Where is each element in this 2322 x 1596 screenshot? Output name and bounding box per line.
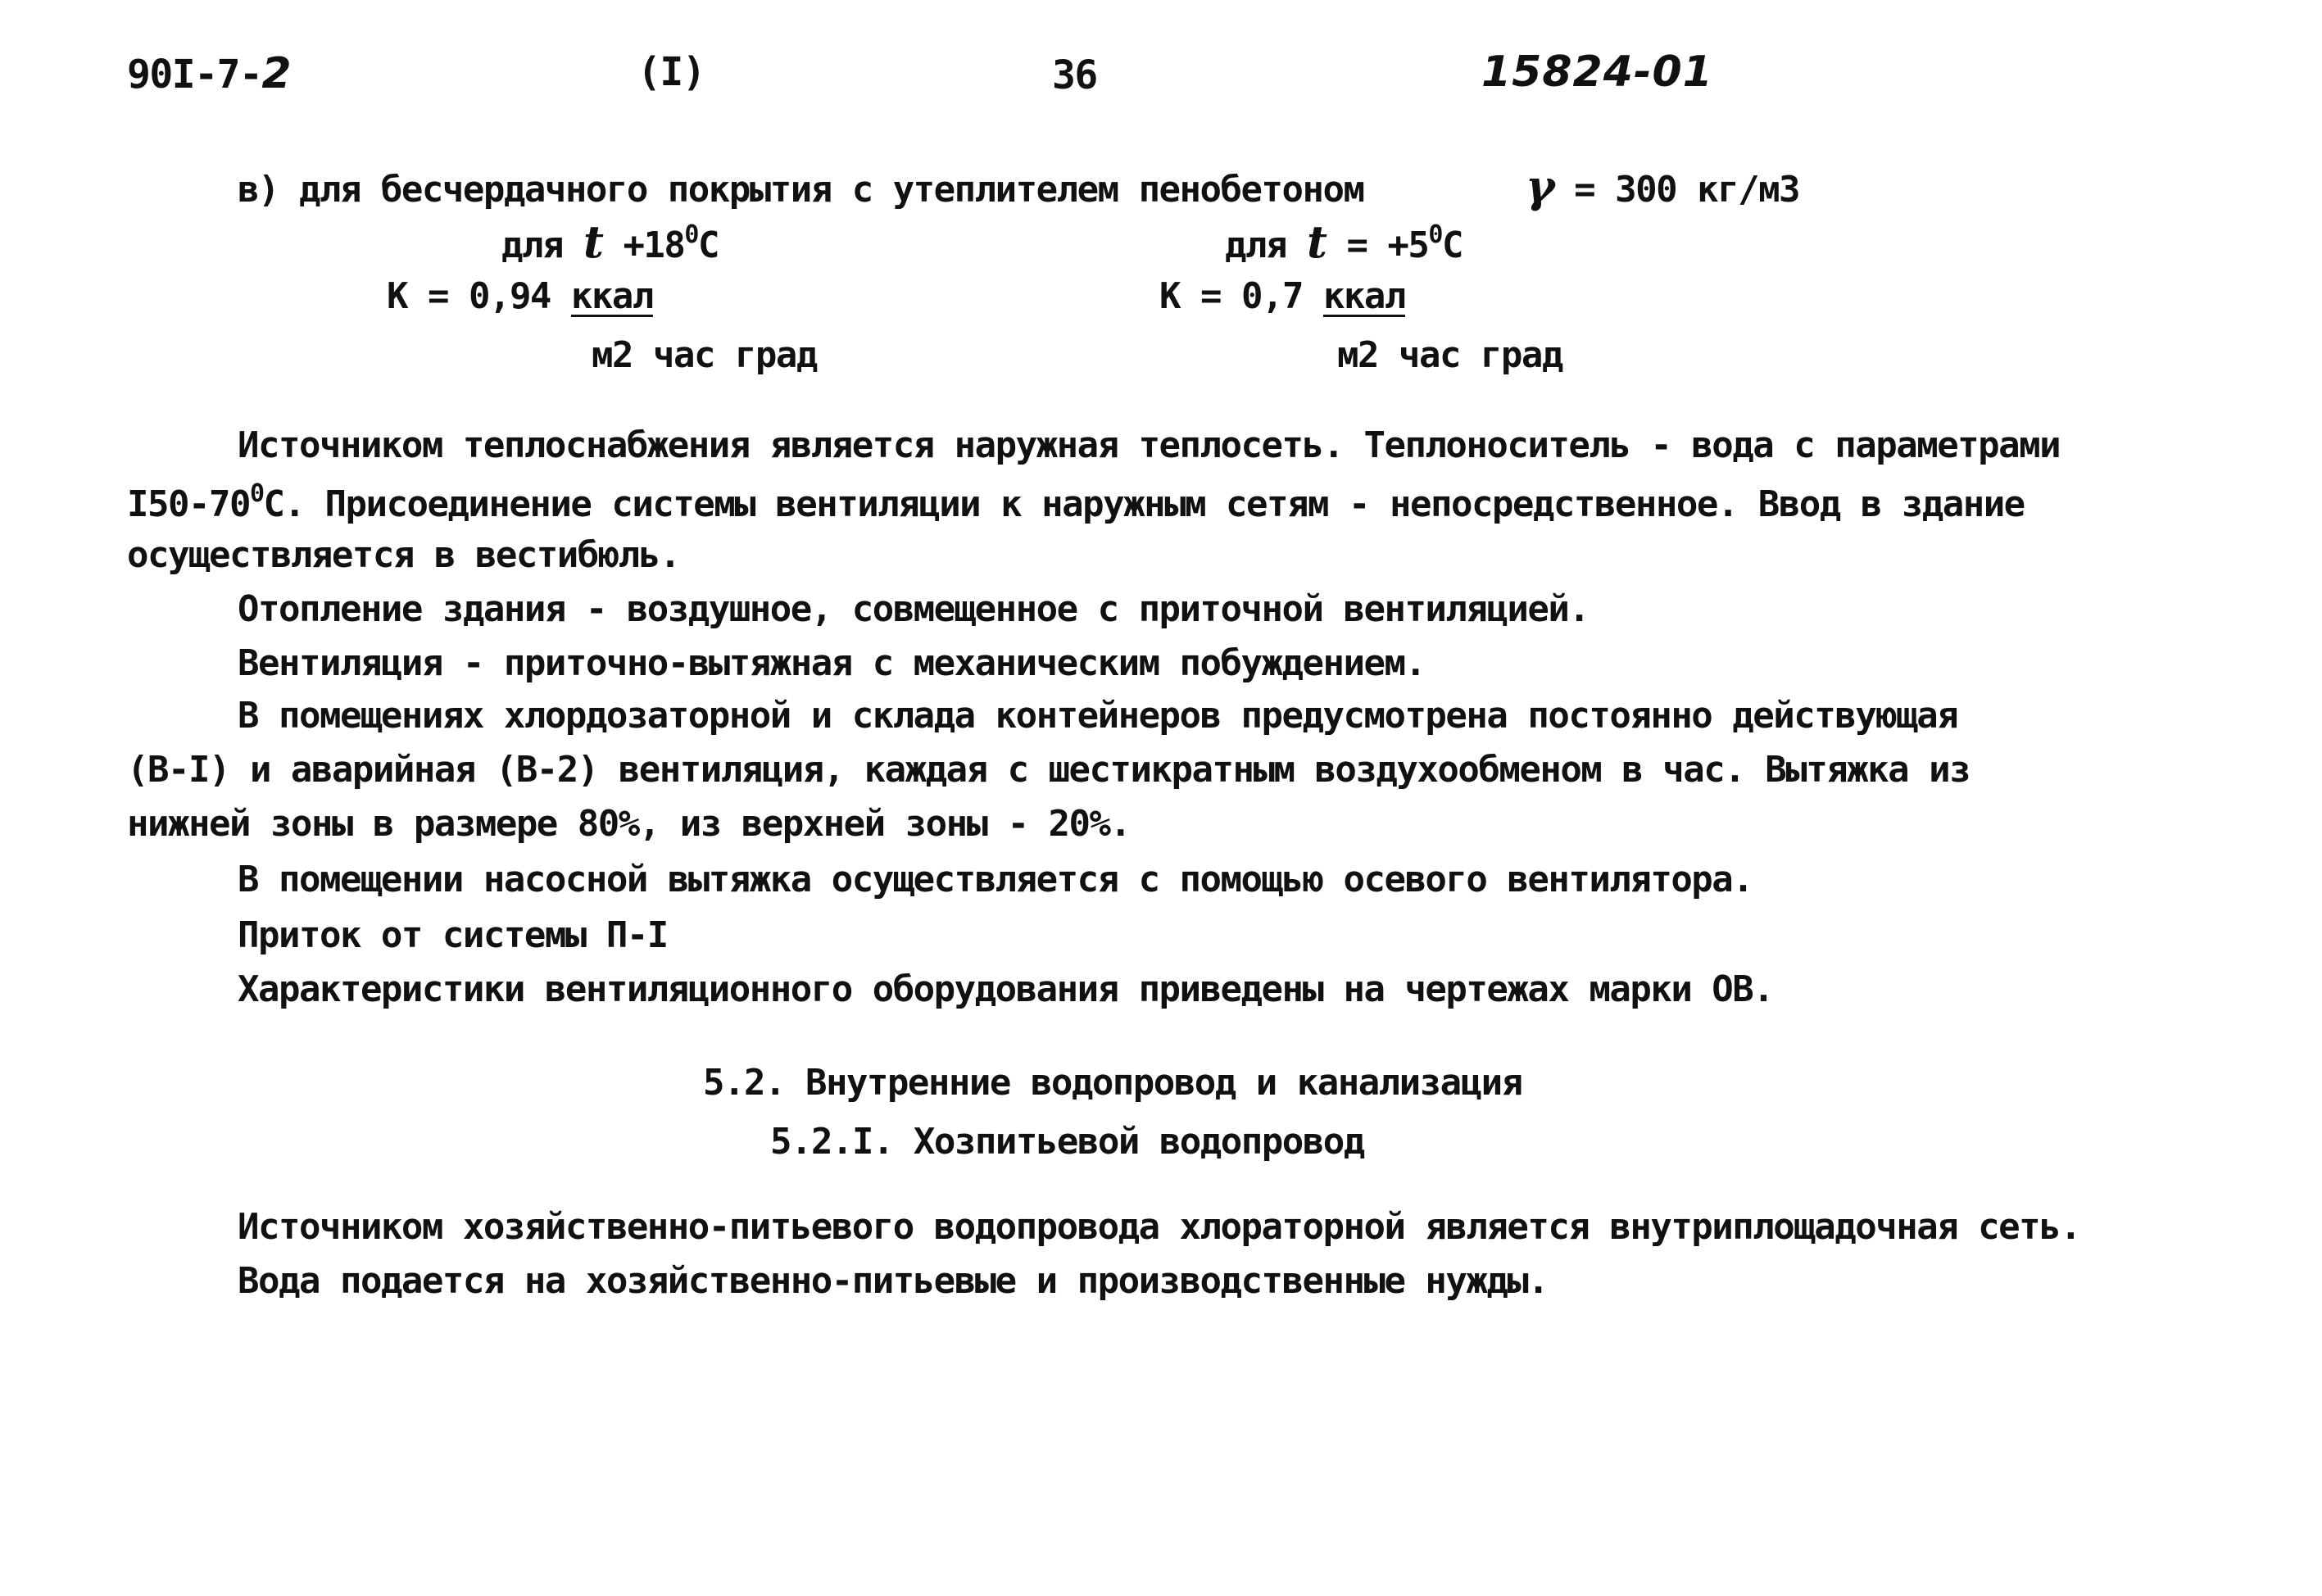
doc-code-printed: 90I-7- bbox=[127, 52, 262, 97]
equipment-paragraph: Характеристики вентиляционного оборудования приведены на чертежах марки ОВ. bbox=[238, 968, 1774, 1010]
heating-paragraph: Отопление здания - воздушное, совмещенное с приточной вентиляцией. bbox=[238, 588, 1590, 630]
ventilation-paragraph: Вентиляция - приточно-вытяжная с механическим побуждением. bbox=[238, 642, 1426, 684]
water-source-paragraph: Источником хозяйственно-питьевого водопровода хлораторной является внутриплощадочная сеть. bbox=[238, 1206, 2081, 1248]
right-deg-unit: С bbox=[1441, 224, 1463, 266]
doc-code bbox=[127, 49, 293, 98]
pump-room-paragraph: В помещении насосной вытяжка осуществляется с помощью осевого вентилятора. bbox=[238, 859, 1753, 900]
right-unit-denominator: м2 час град bbox=[1337, 334, 1562, 376]
water-usage-paragraph: Вода подается на хозяйственно-питьевые и производственные нужды. bbox=[238, 1260, 1549, 1302]
chlorine-rooms-line-1: В помещениях хлордозаторной и склада контейнеров предусмотрена постоянно действующая bbox=[238, 695, 1958, 737]
right-cond-value: = +5 bbox=[1346, 224, 1429, 266]
page-number: 36 bbox=[1052, 52, 1097, 98]
heat-source-line-2-rest: С. Присоединение системы вентиляции к наружным сетям - непосредственное. Ввод в здание bbox=[263, 483, 2025, 525]
left-k-value bbox=[387, 275, 653, 317]
heat-source-line-3: осуществляется в вестибюль. bbox=[127, 534, 680, 576]
formula-intro-text: в) для бесчердачного покрытия с утеплителем пенобетоном bbox=[238, 169, 1364, 211]
left-k-label: К = 0,94 bbox=[387, 275, 551, 317]
left-deg-sup: 0 bbox=[684, 220, 698, 249]
temp-range: I50-70 bbox=[127, 483, 250, 525]
heat-source-line-2 bbox=[127, 479, 2025, 525]
right-condition bbox=[1225, 215, 1463, 268]
temp-range-deg: 0 bbox=[249, 479, 264, 508]
right-deg-sup: 0 bbox=[1428, 220, 1442, 249]
density-gamma bbox=[1526, 160, 1800, 212]
chlorine-rooms-line-3: нижней зоны в размере 80%, из верхней зоны - 20%. bbox=[127, 803, 1131, 845]
right-k-value bbox=[1159, 275, 1405, 317]
subsection-title: 5.2.I. Хозпитьевой водопровод bbox=[770, 1121, 1364, 1163]
right-cond-prefix: для bbox=[1225, 224, 1286, 266]
heat-source-line-1: Источником теплоснабжения является наружная теплосеть. Теплоноситель - вода с параметрами bbox=[238, 424, 2061, 466]
left-cond-value: +18 bbox=[623, 224, 685, 266]
volume-number: (I) bbox=[637, 49, 705, 95]
left-unit-denominator: м2 час град bbox=[592, 334, 817, 376]
inventory-number: 15824-01 bbox=[1481, 48, 1713, 97]
right-unit-numerator: ккал bbox=[1322, 275, 1405, 317]
left-cond-prefix: для bbox=[501, 224, 563, 266]
left-condition bbox=[501, 215, 719, 268]
doc-code-handwritten: 2 bbox=[261, 49, 293, 98]
left-deg-unit: С bbox=[697, 224, 719, 266]
gamma-symbol: γ bbox=[1526, 160, 1554, 212]
supply-air-paragraph: Приток от системы П-I bbox=[238, 914, 668, 956]
formula-intro bbox=[238, 169, 1364, 211]
left-unit-numerator: ккал bbox=[570, 275, 653, 317]
gamma-value: = 300 кг/м3 bbox=[1574, 169, 1800, 211]
right-k-label: К = 0,7 bbox=[1159, 275, 1303, 317]
chlorine-rooms-line-2: (В-I) и аварийная (В-2) вентиляция, каждая с шестикратным воздухообменом в час. Вытяжка из bbox=[127, 749, 1971, 791]
section-title: 5.2. Внутренние водопровод и канализация bbox=[703, 1062, 1522, 1104]
left-t-symbol: t bbox=[583, 215, 603, 268]
right-t-symbol: t bbox=[1306, 215, 1327, 268]
